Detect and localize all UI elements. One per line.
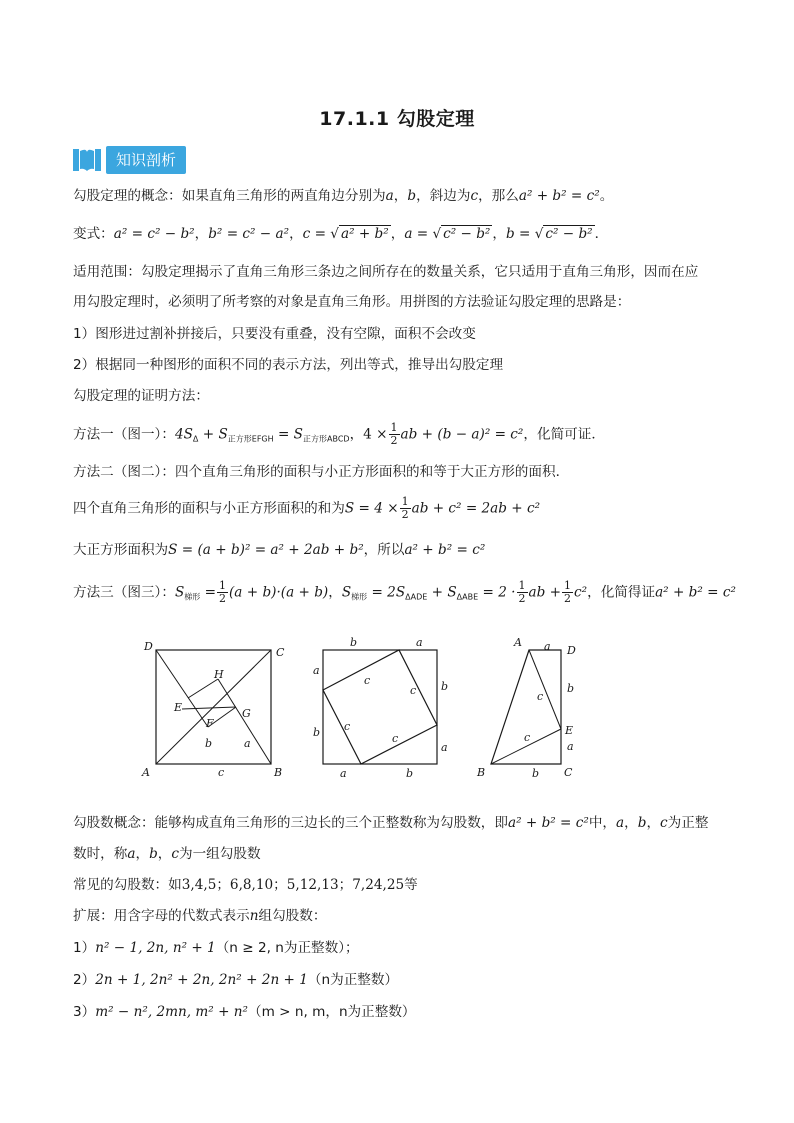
m1-expr: 4S bbox=[174, 426, 193, 443]
m3-fraction bbox=[517, 580, 528, 605]
label-E: E bbox=[565, 724, 574, 737]
triples-text: 为一组勾股数 bbox=[179, 846, 261, 862]
frac-num: 1 bbox=[401, 495, 409, 508]
outer-square bbox=[323, 650, 437, 764]
var-b: b bbox=[407, 188, 417, 204]
var-a: a bbox=[385, 188, 394, 204]
frac-den: 2 bbox=[219, 592, 226, 605]
m2-fraction bbox=[400, 496, 411, 521]
frac-num: 1 bbox=[518, 579, 526, 592]
pythagorean-formula: a² + b² = c² bbox=[518, 188, 600, 204]
label-b: b bbox=[350, 636, 358, 649]
method-2-line-1: 方法二（图二）：四个直角三角形的面积与小正方形面积的和等于大正方形的面积． bbox=[73, 464, 570, 480]
label-b: b bbox=[406, 767, 414, 780]
label-a: a bbox=[544, 640, 551, 653]
scope-line-2: 用勾股定理时，必须明了所考察的对象是直角三角形。用拼图的方法验证勾股定理的思路是： bbox=[73, 294, 631, 310]
figure-3 bbox=[474, 630, 594, 785]
extend-end: 组勾股数： bbox=[258, 908, 327, 924]
m3-expr: + S bbox=[427, 584, 457, 601]
line-ae bbox=[529, 650, 561, 729]
m1-expr: ，4 × bbox=[349, 426, 388, 443]
frac-den: 2 bbox=[564, 592, 572, 605]
triples-formula: a² + b² = c² bbox=[508, 815, 589, 831]
m3-expr: S bbox=[341, 584, 352, 601]
proof-heading: 勾股定理的证明方法： bbox=[73, 388, 209, 404]
item-number: 3） bbox=[73, 1004, 96, 1020]
m3-text: ，化简得证 bbox=[587, 584, 656, 601]
label-c: c bbox=[364, 674, 371, 687]
variant-formula-3: c = √ bbox=[302, 226, 339, 242]
m2-text: 大正方形面积为 bbox=[73, 542, 169, 558]
extend-item-2 bbox=[73, 970, 733, 990]
section-badge-label: 知识剖析 bbox=[106, 146, 186, 174]
var-c: c bbox=[171, 846, 179, 862]
m3-expr: = bbox=[200, 584, 216, 601]
item-expr: n² − 1, 2n, n² + 1 bbox=[95, 940, 216, 956]
variant-formula-5: b = √ bbox=[505, 226, 544, 242]
var-a: a bbox=[127, 846, 136, 862]
method-1 bbox=[73, 422, 733, 450]
triples-text: 为正整 bbox=[667, 815, 709, 831]
m2-expr: S = (a + b)² = a² + 2ab + b² bbox=[168, 542, 364, 558]
line-d-f bbox=[156, 650, 208, 727]
label-a: a bbox=[416, 636, 423, 649]
label-H: H bbox=[214, 668, 224, 681]
figure-1 bbox=[138, 630, 288, 780]
frac-num: 1 bbox=[564, 579, 572, 592]
extend-line bbox=[73, 906, 733, 926]
label-E: E bbox=[174, 701, 183, 714]
variants-label: 变式： bbox=[73, 226, 114, 242]
common-triples bbox=[73, 875, 733, 895]
concept-text-mid: ，斜边为 bbox=[416, 188, 471, 204]
label-a: a bbox=[244, 737, 251, 750]
separator: ， bbox=[393, 188, 408, 204]
common-end: 等 bbox=[404, 877, 418, 893]
triples-line-2: 数时，称a，b，c为一组勾股数 bbox=[73, 846, 261, 862]
frac-den: 2 bbox=[518, 592, 526, 605]
concept-text: 勾股定理的概念：如果直角三角形的两直角边分别为 bbox=[73, 188, 386, 204]
m1-fraction bbox=[389, 422, 400, 447]
label-a: a bbox=[441, 741, 448, 754]
label-c: c bbox=[218, 766, 225, 779]
frac-den: 2 bbox=[401, 508, 409, 521]
m2-expr: ab + c² = 2ab + c² bbox=[411, 500, 541, 517]
line-h-b bbox=[218, 679, 271, 764]
m3-sub: 梯形 bbox=[184, 592, 201, 602]
m3-sep: ， bbox=[328, 584, 342, 601]
label-c: c bbox=[344, 720, 351, 733]
label-B: B bbox=[477, 766, 486, 779]
var-c: c bbox=[470, 188, 479, 204]
method-2-line-3 bbox=[73, 540, 733, 560]
item-number: 2） bbox=[73, 972, 96, 988]
page-title: 17.1.1 勾股定理 bbox=[319, 108, 475, 130]
var-b: b bbox=[637, 815, 647, 831]
variant-radicand-3: a² + b² bbox=[340, 226, 389, 242]
scope-line-1: 适用范围：勾股定理揭示了直角三角形三条边之间所存在的数量关系，它只适用于直角三角形，因而在应 bbox=[73, 264, 699, 280]
m1-expr: ab + (b − a)² = c² bbox=[400, 426, 524, 443]
m3-expr: S bbox=[174, 584, 185, 601]
var-n: n bbox=[249, 908, 259, 924]
m3-expr: (a + b)·(a + b) bbox=[229, 584, 329, 601]
step-1: 1）图形进过割补拼接后，只要没有重叠，没有空隙，面积不会改变 bbox=[73, 326, 476, 342]
item-expr: 2n + 1, 2n² + 2n, 2n² + 2n + 1 bbox=[95, 972, 308, 988]
section-badge bbox=[72, 145, 196, 175]
label-G: G bbox=[242, 707, 251, 720]
variant-formula-4: a = √ bbox=[404, 226, 442, 242]
label-b: b bbox=[567, 682, 575, 695]
line-h-e bbox=[188, 679, 218, 698]
variant-formula-2: b² = c² − a² bbox=[208, 226, 290, 242]
extend-item-3 bbox=[73, 1002, 733, 1022]
frac-num: 1 bbox=[219, 579, 226, 592]
m3-expr: = 2 · bbox=[478, 584, 516, 601]
m3-sub: ΔADE bbox=[405, 592, 428, 602]
concept-line bbox=[73, 186, 733, 206]
item-number: 1） bbox=[73, 940, 96, 956]
label-F: F bbox=[206, 717, 214, 730]
method-3 bbox=[73, 579, 736, 608]
label-c: c bbox=[524, 731, 531, 744]
m1-sub: 正方形EFGH bbox=[227, 434, 274, 444]
label-b: b bbox=[313, 726, 321, 739]
label-C: C bbox=[564, 766, 573, 779]
m2-expr: S = 4 × bbox=[344, 500, 399, 517]
triples-text: 中， bbox=[588, 815, 617, 831]
m3-expr: ab + bbox=[528, 584, 562, 601]
item-cond: （n为正整数） bbox=[307, 972, 399, 988]
figure-2 bbox=[306, 630, 456, 785]
label-b: b bbox=[441, 680, 449, 693]
m3-sub: 梯形 bbox=[351, 592, 368, 602]
label-D: D bbox=[144, 640, 153, 653]
m3-fraction bbox=[562, 580, 573, 605]
m2-result: a² + b² = c² bbox=[404, 542, 486, 558]
m1-end: ，化简可证． bbox=[523, 426, 605, 443]
item-cond: （m > n, m，n为正整数） bbox=[247, 1004, 416, 1020]
frac-num: 1 bbox=[390, 421, 398, 434]
label-a: a bbox=[567, 740, 574, 753]
var-c: c bbox=[660, 815, 668, 831]
label-A: A bbox=[514, 636, 522, 649]
triples-text: 勾股数概念：能够构成直角三角形的三边长的三个正整数称为勾股数，即 bbox=[73, 815, 508, 831]
variants-line: 变式：a² = c² − b²，b² = c² − a²，c = √ a² + b² ，a = √ c² − b² ，b = √ c² − b² ． bbox=[73, 226, 609, 242]
label-A: A bbox=[142, 766, 150, 779]
book-icon bbox=[72, 145, 102, 175]
var-a: a bbox=[616, 815, 625, 831]
label-C: C bbox=[276, 646, 285, 659]
concept-end: 。 bbox=[599, 188, 614, 204]
variant-formula-1: a² = c² − b² bbox=[113, 226, 195, 242]
triples-text: 数时，称 bbox=[73, 846, 128, 862]
var-b: b bbox=[149, 846, 158, 862]
label-b: b bbox=[205, 737, 213, 750]
label-c: c bbox=[410, 684, 417, 697]
m1-sub: 正方形ABCD bbox=[303, 434, 350, 444]
triples-line-1: 勾股数概念：能够构成直角三角形的三边长的三个正整数称为勾股数，即a² + b² = c²中，a，b，c为正整 bbox=[73, 815, 709, 831]
common-values: 3,4,5；6,8,10；5,12,13；7,24,25 bbox=[181, 877, 405, 893]
extend-item-1 bbox=[73, 938, 733, 958]
method-2-line-2 bbox=[73, 496, 733, 521]
label-b: b bbox=[532, 767, 540, 780]
m2-text: 四个直角三角形的面积与小正方形面积的和为 bbox=[73, 500, 345, 517]
variant-radicand-5: c² − b² bbox=[545, 226, 593, 242]
m1-sub: Δ bbox=[192, 434, 199, 444]
item-cond: （n ≥ 2, n为正整数）； bbox=[215, 940, 359, 956]
m3-label: 方法三（图三）： bbox=[73, 584, 175, 601]
item-expr: m² − n², 2mn, m² + n² bbox=[95, 1004, 248, 1020]
label-c: c bbox=[392, 732, 399, 745]
m3-fraction bbox=[217, 580, 228, 605]
extend-text: 扩展：用含字母的代数式表示 bbox=[73, 908, 250, 924]
concept-text-then: ，那么 bbox=[478, 188, 519, 204]
method-1-label: 方法一（图一）： bbox=[73, 426, 175, 443]
label-c: c bbox=[537, 690, 544, 703]
m3-sub: ΔABE bbox=[456, 592, 479, 602]
label-a: a bbox=[313, 664, 320, 677]
m3-expr: c² bbox=[574, 584, 588, 601]
m3-result: a² + b² = c² bbox=[655, 584, 736, 601]
label-a: a bbox=[340, 767, 347, 780]
label-D: D bbox=[567, 644, 576, 657]
line-e-g bbox=[182, 707, 236, 709]
m2-text: ，所以 bbox=[363, 542, 405, 558]
inner-square bbox=[323, 650, 437, 764]
m3-expr: = 2S bbox=[367, 584, 406, 601]
m1-expr: = S bbox=[273, 426, 303, 443]
m1-expr: + S bbox=[198, 426, 228, 443]
frac-den: 2 bbox=[390, 434, 398, 447]
step-2: 2）根据同一种图形的面积不同的表示方法，列出等式，推导出勾股定理 bbox=[73, 357, 504, 373]
label-B: B bbox=[274, 766, 283, 779]
common-text: 常见的勾股数：如 bbox=[73, 877, 182, 893]
variant-radicand-4: c² − b² bbox=[443, 226, 491, 242]
